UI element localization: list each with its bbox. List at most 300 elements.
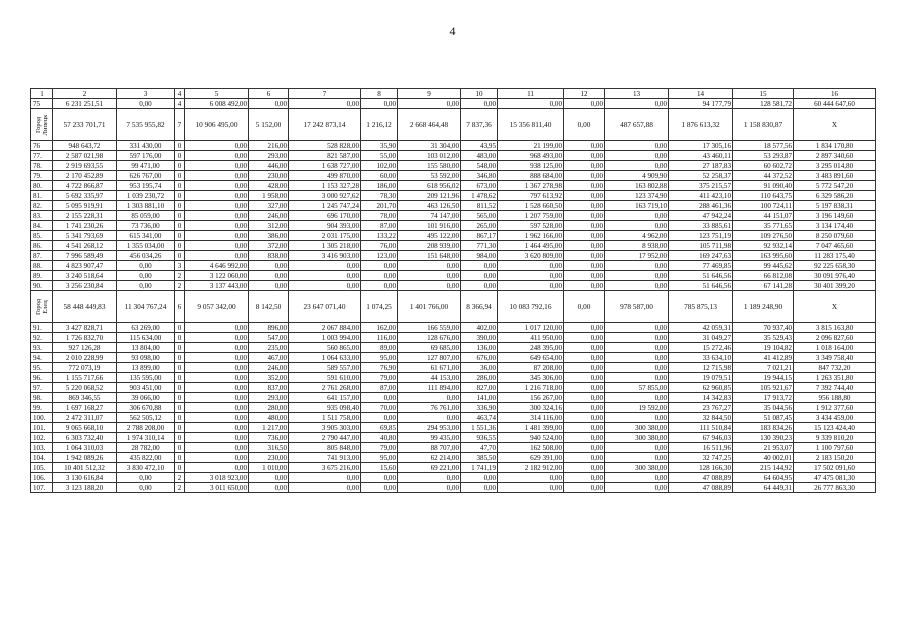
table-cell: 0,00 (185, 363, 249, 373)
row-number: 101. (31, 423, 53, 433)
table-cell: 15 272,46 (669, 343, 733, 353)
table-cell: 1 303 881,10 (117, 201, 175, 211)
table-cell: 0,00 (117, 271, 175, 281)
table-row (31, 413, 876, 423)
table-cell: 827,00 (461, 383, 498, 393)
table-cell: 597 528,00 (498, 221, 564, 231)
table-cell: 0,00 (185, 393, 249, 403)
table-cell: 446,00 (249, 161, 289, 171)
table-cell: 87,00 (361, 221, 398, 231)
table-cell: 0,00 (605, 141, 669, 151)
column-header: 15 (733, 89, 794, 99)
table-cell: 0,00 (605, 221, 669, 231)
table-cell: 67 946,03 (669, 433, 733, 443)
table-cell: 123 374,90 (605, 191, 669, 201)
table-cell: 838,00 (249, 251, 289, 261)
row-number: 93. (31, 343, 53, 353)
table-cell: 0 (175, 251, 185, 261)
table-cell: 0,00 (564, 333, 605, 343)
table-cell: 74 147,00 (398, 211, 461, 221)
column-header: 12 (564, 89, 605, 99)
table-cell: 0,00 (564, 383, 605, 393)
table-cell: 0,00 (498, 281, 564, 291)
table-cell: 560 865,00 (289, 343, 361, 353)
table-cell: 0,00 (185, 333, 249, 343)
row-number: 105. (31, 463, 53, 473)
table-row (31, 231, 876, 241)
table-cell: 0,00 (564, 151, 605, 161)
table-cell: 0,00 (564, 353, 605, 363)
table-cell: 1 464 495,00 (498, 241, 564, 251)
table-cell: 547,00 (249, 333, 289, 343)
table-cell: 47 088,89 (669, 473, 733, 483)
table-cell: 99 435,00 (398, 433, 461, 443)
table-row (31, 251, 876, 261)
table-cell: 109 276,50 (733, 231, 794, 241)
table-cell: 246,00 (249, 363, 289, 373)
table-cell: 4 646 992,00 (185, 261, 249, 271)
row-number: 107. (31, 483, 53, 493)
table-cell: 1 100 797,60 (794, 443, 876, 453)
table-cell: 36,00 (461, 363, 498, 373)
table-cell: 618 956,02 (398, 181, 461, 191)
table-cell: 7 535 955,82 (117, 109, 175, 141)
table-cell: 0,00 (605, 161, 669, 171)
table-cell: 208 939,00 (398, 241, 461, 251)
table-cell: 230,00 (249, 453, 289, 463)
table-cell: 0,00 (564, 141, 605, 151)
table-cell: 5 197 838,31 (794, 201, 876, 211)
table-cell: 1 158 830,87 (733, 109, 794, 141)
table-cell: 565,00 (461, 211, 498, 221)
table-cell: 927 126,28 (53, 343, 117, 353)
row-number: 97. (31, 383, 53, 393)
table-cell: 0,00 (361, 271, 398, 281)
table-cell: 948 643,72 (53, 141, 117, 151)
table-cell: 135 595,00 (117, 373, 175, 383)
table-cell: 0 (175, 403, 185, 413)
table-cell: 300 380,00 (605, 423, 669, 433)
table-cell: 1 958,00 (249, 191, 289, 201)
table-cell: 0,00 (185, 231, 249, 241)
table-cell: 0,00 (361, 483, 398, 493)
table-cell: 88 707,00 (398, 443, 461, 453)
table-cell: 0,00 (564, 433, 605, 443)
table-cell: 797 613,92 (498, 191, 564, 201)
table-cell: 0,00 (564, 261, 605, 271)
table-cell: 1 726 832,70 (53, 333, 117, 343)
table-cell: 0,00 (605, 281, 669, 291)
table-cell: 1 876 613,32 (669, 109, 733, 141)
table-cell: 0,00 (185, 443, 249, 453)
table-row (31, 473, 876, 483)
table-cell: 21 199,00 (498, 141, 564, 151)
table-cell: 76 761,00 (398, 403, 461, 413)
table-cell: 0,00 (185, 251, 249, 261)
table-cell: 0,00 (185, 413, 249, 423)
table-cell: 5 692 335,97 (53, 191, 117, 201)
table-cell: 1 155 717,66 (53, 373, 117, 383)
table-cell: 0,00 (185, 151, 249, 161)
table-cell: 10 083 792,16 (498, 291, 564, 323)
table-cell: 111 894,00 (398, 383, 461, 393)
table-cell: 0,00 (185, 161, 249, 171)
table-cell: 3 349 758,40 (794, 353, 876, 363)
table-cell: 0,00 (461, 281, 498, 291)
table-row (31, 483, 876, 493)
table-cell: 785 875,13 (669, 291, 733, 323)
table-row (31, 151, 876, 161)
table-cell: 0,00 (117, 483, 175, 493)
table-cell: 33 634,10 (669, 353, 733, 363)
table-cell: 66 812,08 (733, 271, 794, 281)
table-cell: 940 524,00 (498, 433, 564, 443)
table-cell: 3 905 303,00 (289, 423, 361, 433)
table-cell: 456 034,26 (117, 251, 175, 261)
table-cell: 0,00 (185, 343, 249, 353)
table-cell: 110 643,75 (733, 191, 794, 201)
table-cell: 345 306,00 (498, 373, 564, 383)
table-cell: 23 647 071,40 (289, 291, 361, 323)
row-number: 92. (31, 333, 53, 343)
table-cell: 215 144,92 (733, 463, 794, 473)
table-cell: 99 445,62 (733, 261, 794, 271)
table-cell: 3 830 472,10 (117, 463, 175, 473)
table-cell: 60,00 (361, 171, 398, 181)
table-cell: 3 196 149,60 (794, 211, 876, 221)
table-cell: 47 475 081,30 (794, 473, 876, 483)
table-cell: 0,00 (185, 403, 249, 413)
table-row (31, 99, 876, 109)
page-number: 4 (449, 24, 456, 38)
table-cell: 2 897 340,60 (794, 151, 876, 161)
table-row (31, 181, 876, 191)
table-cell: 3 (175, 261, 185, 271)
table-row (31, 433, 876, 443)
table-cell: 128 676,00 (398, 333, 461, 343)
row-number: 95. (31, 363, 53, 373)
table-cell: 9 057 342,00 (185, 291, 249, 323)
table-cell: 116,00 (361, 333, 398, 343)
table-cell: 0,00 (564, 241, 605, 251)
table-cell: 1 010,00 (249, 463, 289, 473)
row-number: 79. (31, 171, 53, 181)
table-cell: 6 008 492,00 (185, 99, 249, 109)
table-cell: 13 804,00 (117, 343, 175, 353)
table-row (31, 403, 876, 413)
subtotal-label (31, 291, 53, 323)
table-cell: 1 741,19 (461, 463, 498, 473)
table-cell: 11 304 767,24 (117, 291, 175, 323)
table-cell: 163 802,88 (605, 181, 669, 191)
table-cell: 100 724,11 (733, 201, 794, 211)
subtotal-label-text: Город Липецк (34, 114, 49, 135)
table-cell: 1 305 218,00 (289, 241, 361, 251)
table-cell: 2 067 884,00 (289, 323, 361, 333)
table-cell: 0,00 (498, 483, 564, 493)
table-cell: 0,00 (185, 353, 249, 363)
table-cell: 64 449,31 (733, 483, 794, 493)
table-cell: 12 715,98 (669, 363, 733, 373)
row-number: 80. (31, 181, 53, 191)
table-cell: 0,00 (249, 271, 289, 281)
table-cell: 163 719,10 (605, 201, 669, 211)
table-cell: 352,00 (249, 373, 289, 383)
table-cell: 47,70 (461, 443, 498, 453)
table-row (31, 211, 876, 221)
table-cell: 166 559,00 (398, 323, 461, 333)
table-cell: 467,00 (249, 353, 289, 363)
table-cell: 15 123 424,40 (794, 423, 876, 433)
table-cell: 7 021,21 (733, 363, 794, 373)
table-row (31, 161, 876, 171)
table-cell: 63 269,00 (117, 323, 175, 333)
table-cell: 649 654,00 (498, 353, 564, 363)
table-cell: 0,00 (361, 281, 398, 291)
table-cell: 0,00 (361, 413, 398, 423)
table-cell: 0,00 (564, 423, 605, 433)
table-cell: 1 551,36 (461, 423, 498, 433)
table-cell: 0,00 (185, 373, 249, 383)
table-cell: 23 767,27 (669, 403, 733, 413)
table-row (31, 333, 876, 343)
table-cell: 17 242 873,14 (289, 109, 361, 141)
table-cell: 0 (175, 423, 185, 433)
table-cell: 1 217,00 (249, 423, 289, 433)
table-cell: 0,00 (498, 473, 564, 483)
table-row (31, 343, 876, 353)
table-cell: 1 942 089,26 (53, 453, 117, 463)
table-cell: 0,00 (498, 271, 564, 281)
table-cell: 0,00 (564, 231, 605, 241)
table-cell: 0,00 (289, 483, 361, 493)
table-cell: 51 087,45 (733, 413, 794, 423)
table-row (31, 373, 876, 383)
table-cell: 300 380,00 (605, 463, 669, 473)
table-cell: 8 142,50 (249, 291, 289, 323)
table-cell: 0 (175, 373, 185, 383)
table-cell: 1 263 351,80 (794, 373, 876, 383)
table-cell: 984,00 (461, 251, 498, 261)
column-header: 7 (289, 89, 361, 99)
table-cell: 0 (175, 241, 185, 251)
table-cell: 306 670,88 (117, 403, 175, 413)
table-cell: 629 391,00 (498, 453, 564, 463)
table-cell: 385,50 (461, 453, 498, 463)
table-cell: X (794, 291, 876, 323)
table-cell: 0,00 (249, 261, 289, 271)
table-cell: 5 772 547,20 (794, 181, 876, 191)
table-cell: 0,00 (249, 483, 289, 493)
table-cell: 0,00 (249, 99, 289, 109)
table-cell: 0 (175, 171, 185, 181)
table-cell: 7 837,36 (461, 109, 498, 141)
table-cell: 0,00 (361, 99, 398, 109)
table-cell: 411 423,10 (669, 191, 733, 201)
row-number: 76 (31, 141, 53, 151)
table-cell: 27 187,83 (669, 161, 733, 171)
table-cell: 70 937,40 (733, 323, 794, 333)
table-cell: 6 303 732,40 (53, 433, 117, 443)
table-cell: 4 (175, 99, 185, 109)
table-cell: 0,00 (185, 141, 249, 151)
table-cell: 300 324,16 (498, 403, 564, 413)
table-cell: 0,00 (398, 413, 461, 423)
table-cell: 0 (175, 323, 185, 333)
column-header: 8 (361, 89, 398, 99)
table-row (31, 221, 876, 231)
table-cell: 11 283 175,40 (794, 251, 876, 261)
table-cell: 94 177,79 (669, 99, 733, 109)
table-cell: 0,00 (564, 483, 605, 493)
table-cell: 155 580,00 (398, 161, 461, 171)
row-number: 87. (31, 251, 53, 261)
column-header: 5 (185, 89, 249, 99)
table-cell: 128 581,72 (733, 99, 794, 109)
table-cell: 62 960,85 (669, 383, 733, 393)
table-cell: 79,00 (361, 443, 398, 453)
column-header: 3 (117, 89, 175, 99)
table-cell: 0,00 (249, 473, 289, 483)
table-cell: 0,00 (564, 211, 605, 221)
table-cell: 162 508,00 (498, 443, 564, 453)
table-cell: 17 305,16 (669, 141, 733, 151)
table-cell: 0,00 (398, 261, 461, 271)
table-cell: 375 215,57 (669, 181, 733, 191)
table-cell: 85 059,00 (117, 211, 175, 221)
table-cell: 0,00 (564, 171, 605, 181)
row-number: 88. (31, 261, 53, 271)
table-cell: 736,00 (249, 433, 289, 443)
table-cell: 2 788 208,00 (117, 423, 175, 433)
table-cell: 55,00 (361, 151, 398, 161)
column-header: 2 (53, 89, 117, 99)
row-number: 104. (31, 453, 53, 463)
table-cell: 2 170 452,89 (53, 171, 117, 181)
table-cell: 111 510,84 (669, 423, 733, 433)
table-cell: 0 (175, 221, 185, 231)
table-header-row (31, 89, 876, 99)
table-cell: 7 996 589,49 (53, 251, 117, 261)
table-cell: 0 (175, 443, 185, 453)
table-cell: 0,00 (117, 99, 175, 109)
table-cell: 1 064 633,00 (289, 353, 361, 363)
table-cell: 201,70 (361, 201, 398, 211)
table-cell: 0,00 (185, 383, 249, 393)
table-cell: 21 953,07 (733, 443, 794, 453)
table-cell: 1 367 278,98 (498, 181, 564, 191)
table-cell: 4 541 268,12 (53, 241, 117, 251)
table-cell: 0,00 (185, 181, 249, 191)
table-cell: 0,00 (605, 363, 669, 373)
table-cell: 0,00 (185, 241, 249, 251)
table-cell: 5 095 919,91 (53, 201, 117, 211)
table-cell: 0,00 (398, 473, 461, 483)
table-cell: 4 823 907,47 (53, 261, 117, 271)
table-cell: 51 646,56 (669, 271, 733, 281)
table-cell: 2 096 827,60 (794, 333, 876, 343)
row-number: 85. (31, 231, 53, 241)
table-cell: 390,00 (461, 333, 498, 343)
table-cell: 62 214,00 (398, 453, 461, 463)
table-cell: 1 018 164,00 (794, 343, 876, 353)
table-cell: 4 722 866,87 (53, 181, 117, 191)
table-cell: 51 646,56 (669, 281, 733, 291)
row-number: 102. (31, 433, 53, 443)
table-cell: 78,30 (361, 191, 398, 201)
table-cell: 76,00 (361, 241, 398, 251)
table-cell: 0,00 (117, 473, 175, 483)
table-row (31, 171, 876, 181)
table-cell: 562 505,12 (117, 413, 175, 423)
table-cell: 0 (175, 453, 185, 463)
table-cell: 805 848,00 (289, 443, 361, 453)
column-header: 11 (498, 89, 564, 99)
row-number: 106. (31, 473, 53, 483)
table-cell: 16 511,96 (669, 443, 733, 453)
table-cell: 128 166,30 (669, 463, 733, 473)
table-cell: 130 390,23 (733, 433, 794, 443)
table-cell: 8 250 079,60 (794, 231, 876, 241)
table-cell: 903 451,00 (117, 383, 175, 393)
table-cell: 0,00 (605, 151, 669, 161)
table-cell: 0,00 (185, 453, 249, 463)
table-cell: 52 258,37 (669, 171, 733, 181)
table-cell: 0 (175, 343, 185, 353)
table-cell: 14 342,83 (669, 393, 733, 403)
row-number: 103. (31, 443, 53, 453)
table-cell: 3 130 616,84 (53, 473, 117, 483)
row-number: 75 (31, 99, 53, 109)
table-cell: 79,00 (361, 373, 398, 383)
row-number: 94. (31, 353, 53, 363)
table-cell: 0,00 (605, 323, 669, 333)
table-row (31, 353, 876, 363)
table-cell: 0,00 (605, 99, 669, 109)
table-cell: 123,00 (361, 251, 398, 261)
table-cell: 101 916,00 (398, 221, 461, 231)
table-cell: 0,00 (249, 281, 289, 291)
row-number: 78. (31, 161, 53, 171)
table-cell: 163 995,60 (733, 251, 794, 261)
table-cell: 3 240 518,64 (53, 271, 117, 281)
table-cell: 123 751,19 (669, 231, 733, 241)
table-cell: 5 341 793,69 (53, 231, 117, 241)
table-cell: 0,00 (564, 221, 605, 231)
table-cell: 73 736,00 (117, 221, 175, 231)
table-cell: 499 870,00 (289, 171, 361, 181)
table-cell: 487 657,88 (605, 109, 669, 141)
table-cell: 0 (175, 161, 185, 171)
table-cell: 0,00 (564, 109, 605, 141)
table-row (31, 423, 876, 433)
table-cell: 771,30 (461, 241, 498, 251)
table-cell: 3 483 891,60 (794, 171, 876, 181)
table-cell: 0,00 (289, 473, 361, 483)
table-cell: 936,55 (461, 433, 498, 443)
table-cell: 0 (175, 333, 185, 343)
table-cell: 0,00 (185, 171, 249, 181)
table-cell: 1 216 718,00 (498, 383, 564, 393)
table-cell: 888 684,00 (498, 171, 564, 181)
table-cell: 0,00 (498, 99, 564, 109)
table-cell: 0,00 (498, 261, 564, 271)
table-cell: 1 834 170,80 (794, 141, 876, 151)
table-cell: 17 913,72 (733, 393, 794, 403)
table-cell: 0,00 (185, 433, 249, 443)
table-cell: 0,00 (117, 261, 175, 271)
table-cell: 314 116,00 (498, 413, 564, 423)
